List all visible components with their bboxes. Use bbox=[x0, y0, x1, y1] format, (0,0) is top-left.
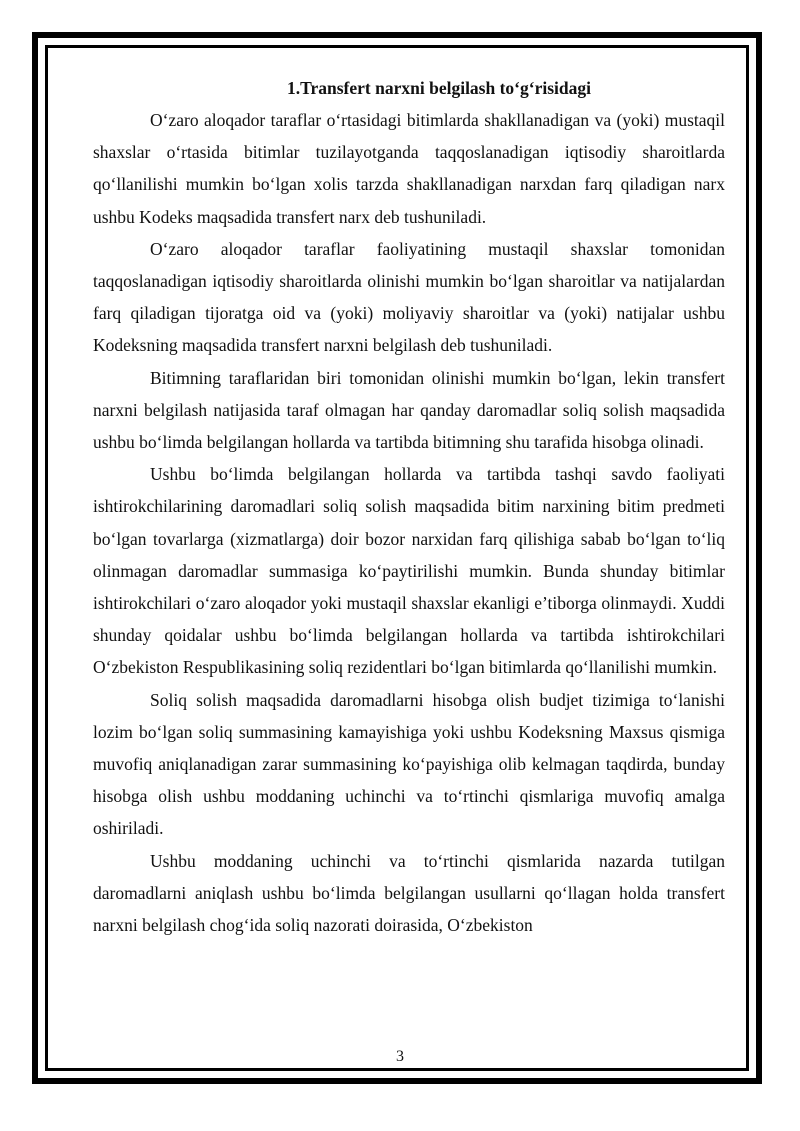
paragraph-5: Soliq solish maqsadida daromadlarni hisobga olish budjet tizimiga to‘lanishi lozim bo‘lgan soliq summasining kamayishiga yoki ushbu Kodeksning Maxsus qismiga muvofiq aniqlanadigan zarar summasining ko‘payishiga olib kelmagan taqdirda, bunday hisobga olish ushbu moddaning uchinchi va to‘rtinchi qismlariga muvofiq amalga oshiriladi. bbox=[93, 689, 725, 839]
document-body bbox=[93, 72, 725, 941]
paragraph-6: Ushbu moddaning uchinchi va to‘rtinchi qismlarida nazarda tutilgan daromadlarni aniqlash ushbu bo‘limda belgilangan usullarni qo‘llagan holda transfert narxni belgilash chog‘ida soliq nazorati doirasida, O‘zbekiston bbox=[93, 850, 725, 936]
paragraph-4: Ushbu bo‘limda belgilangan hollarda va tartibda tashqi savdo faoliyati ishtirokchilarining daromadlari soliq solish maqsadida bitim narxining bitim predmeti bo‘lgan tovarlarga (xizmatlarga) doir bozor narxidan farq qilishiga sabab bo‘lgan to‘liq olinmagan daromadlar summasiga ko‘paytirilishi mumkin. Bunda shunday bitimlar ishtirokchilari o‘zaro aloqador yoki mustaqil shaxslar ekanligi e’tiborga olinmaydi. Xuddi shunday qoidalar ushbu bo‘limda belgilangan hollarda va tartibda ishtirokchilari O‘zbekiston Respublikasining soliq rezidentlari bo‘lgan bitimlarda qo‘llanilishi mumkin. bbox=[93, 464, 725, 678]
paragraph-3: Bitimning taraflaridan biri tomonidan olinishi mumkin bo‘lgan, lekin transfert narxni belgilash natijasida taraf olmagan har qanday daromadlar soliq solish maqsadida ushbu bo‘limda belgilangan hollarda va tartibda bitimning shu tarafida hisobga olinadi. bbox=[93, 367, 725, 453]
paragraph-2: O‘zaro aloqador taraflar faoliyatining mustaqil shaxslar tomonidan taqqoslanadigan iqtisodiy sharoitlarda olinishi mumkin bo‘lgan sharoitlar va natijalardan farq qiladigan tijoratga oid va (yoki) moliyaviy sharoitlar va (yoki) natijalar ushbu Kodeksning maqsadida transfert narxni belgilash deb tushuniladi. bbox=[93, 238, 725, 356]
paragraph-1: O‘zaro aloqador taraflar o‘rtasidagi bitimlarda shakllanadigan va (yoki) mustaqil shaxslar o‘rtasida bitimlar tuzilayotganda taqqoslanadigan iqtisodiy sharoitlarda qo‘llanilishi mumkin bo‘lgan xolis tarzda shakllanadigan narxdan farq qiladigan narx ushbu Kodeks maqsadida transfert narx deb tushuniladi. bbox=[93, 110, 725, 227]
section-title: 1.Transfert narxni belgilash to‘g‘risidagi bbox=[287, 78, 591, 98]
page-number: 3 bbox=[396, 1048, 404, 1065]
